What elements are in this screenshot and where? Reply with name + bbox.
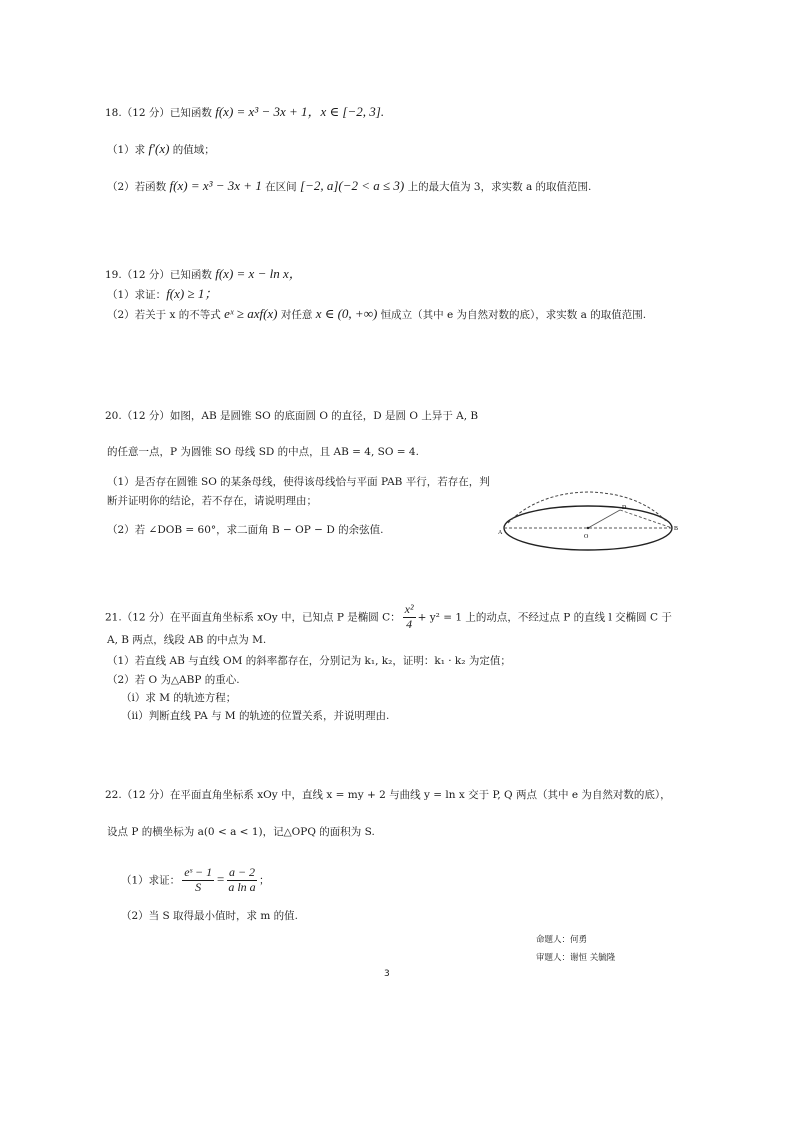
q18-part2-mid: 在区间 [261,181,301,193]
q22-frac2-den: a ln a [228,879,256,894]
cone-figure [498,488,678,568]
q19-function: f(x) = x − ln x， [215,266,302,281]
q22-frac1-den: S [195,879,202,894]
q22-frac1-num: eˢ − 1 [184,865,213,879]
q18-part2-math: f(x) = x³ − 3x + 1 [169,178,262,193]
q21-fraction [403,603,416,632]
q18-part2-interval: [−2, a](−2 < a ≤ 3) [300,178,405,193]
q18-part2-tail: 上的最大值为 3，求实数 a 的取值范围. [404,181,592,193]
q19-stem [105,266,302,282]
q19-part2-lead: （2）若关于 x 的不等式 [107,309,225,321]
q19-part1-lead: （1）求证： [107,289,167,301]
q20-part1-line2: 断并证明你的结论，若不存在，请说明理由； [107,495,317,507]
label-a: A [498,530,503,536]
q19-part2-math: eˣ ≥ axf(x) [224,306,278,321]
q22-equals: = [216,871,225,887]
q20-stem-line2: 的任意一点，P 为圆锥 SO 母线 SD 的中点，且 AB = 4, SO = 4. [107,446,419,458]
q18-part1 [107,141,215,157]
q22-fraction-left [182,866,214,895]
q18-function: f(x) = x³ − 3x + 1，x ∈ [−2, 3]. [215,104,385,119]
q18-part1-tail: 的值域； [169,144,215,156]
q19-head: 19.（12 分）已知函数 [105,269,216,281]
q19-part1-math: f(x) ≥ 1； [166,286,218,301]
q19-part2-mid: 对任意 [277,309,316,321]
q21-stem-part-b: + y² = 1 上的动点，不经过点 P 的直线 l 交椭圆 C 于 [417,611,672,624]
q22-part1-lead: （1）求证： [121,874,181,887]
q19-part2 [107,306,646,322]
q20-part1-line1: （1）是否存在圆锥 SO 的某条母线，使得该母线恰与平面 PAB 平行，若存在，判 [107,476,490,488]
q19-part2-range: x ∈ (0, +∞) [315,306,378,321]
q18-stem [105,104,384,120]
q21-frac-num: x² [404,602,414,616]
q18-head: 18.（12 分）已知函数 [105,107,216,119]
label-d: D [622,505,627,511]
q18-part1-lead: （1）求 [107,144,149,156]
q22-frac2-num: a − 2 [228,865,256,879]
q18-part2-lead: （2）若函数 [107,181,170,193]
author-credit: 命题人：何勇 [536,935,588,945]
q21-part2-ii: （ii）判断直线 PA 与 M 的轨迹的位置关系，并说明理由. [121,710,390,722]
q21-stem-part-a: 21.（12 分）在平面直角坐标系 xOy 中，已知点 P 是椭圆 C： [105,611,401,624]
q22-part2: （2）当 S 取得最小值时，求 m 的值. [121,910,299,922]
q18-part2 [107,178,591,194]
label-b: B [674,526,678,532]
page-number: 3 [384,969,390,979]
q21-part1: （1）若直线 AB 与直线 OM 的斜率都存在，分别记为 k₁, k₂，证明：k₁ · k₂ 为定值； [107,655,511,667]
q20-stem-line1: 20.（12 分）如图，AB 是圆锥 SO 的底面圆 O 的直径，D 是圆 O 上异于 A, B [105,410,479,422]
reviewer-credit: 审题人：谢恒 关毓隆 [536,953,616,963]
q22-part1 [121,866,270,895]
q22-part1-tail: ； [259,874,270,887]
q21-part2-i: （i）求 M 的轨迹方程； [121,692,237,704]
label-o: O [584,534,589,540]
q19-part1 [107,286,217,302]
q18-part1-math: f′(x) [148,141,170,156]
cone-lateral-edge [508,492,666,523]
q21-frac-den: 4 [406,616,413,631]
q19-part2-tail: 恒成立（其中 e 为自然对数的底），求实数 a 的取值范围. [377,309,647,321]
q22-fraction-right [227,866,257,895]
segment-od [588,510,620,528]
q20-part2: （2）若 ∠DOB = 60°，求二面角 B − OP − D 的余弦值. [107,524,384,536]
q21-stem-line1 [105,603,672,632]
q22-stem-line1: 22.（12 分）在平面直角坐标系 xOy 中，直线 x = my + 2 与曲线 y = ln x 交于 P, Q 两点（其中 e 为自然对数的底）， [105,789,671,801]
center-point [587,527,589,529]
q21-stem-line2: A, B 两点，线段 AB 的中点为 M. [107,634,267,646]
q22-stem-line2: 设点 P 的横坐标为 a(0 < a < 1)，记△OPQ 的面积为 S. [107,826,375,838]
q21-part2: （2）若 O 为△ABP 的重心. [107,674,240,686]
